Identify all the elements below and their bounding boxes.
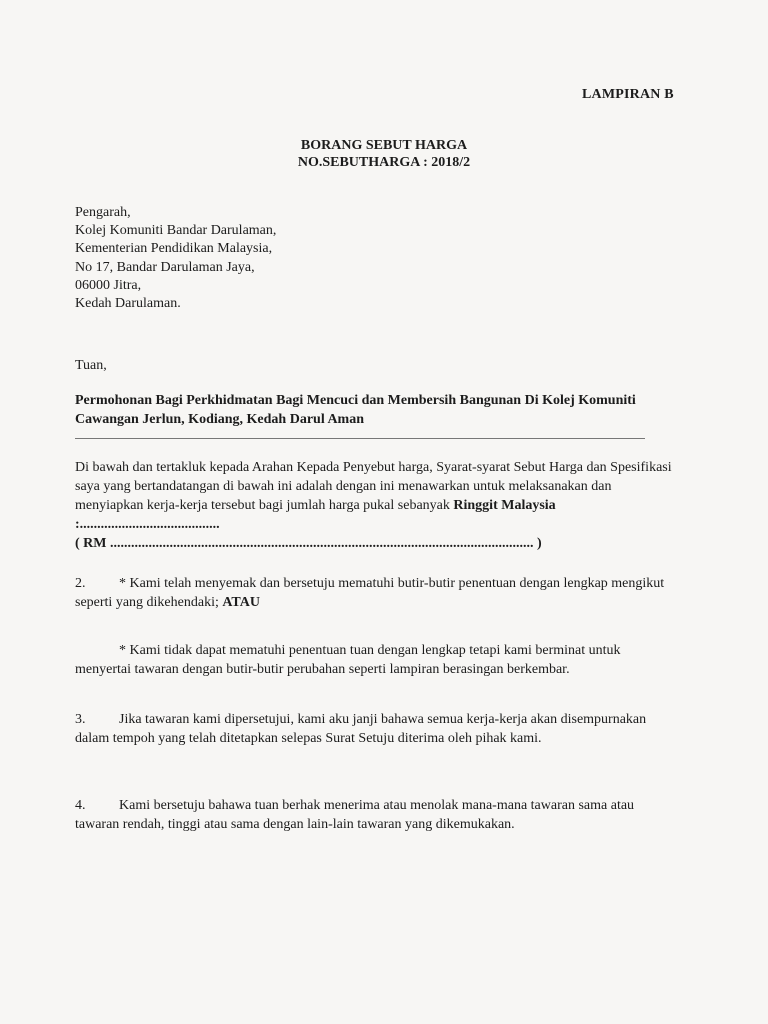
address-line: 06000 Jitra, [75,277,142,293]
paragraph-text: * Kami telah menyemak dan bersetuju mematuhi butir-butir penentuan dengan lengkap mengikut seperti yang dikehendaki; [75,576,665,610]
address-line: Pengarah, [75,205,131,220]
salutation: Tuan, [75,358,107,373]
paragraph-4 [75,796,675,834]
paragraph-number: 4. [75,798,86,813]
address-line: Kedah Darulaman. [75,296,181,312]
paragraph-text: Jika tawaran kami dipersetujui, kami aku janji bahawa semua kerja-kerja akan disempurnakan dalam tempoh yang telah ditetapkan selepas Surat Setuju diterima oleh pihak kami. [75,712,647,746]
quotation-number: NO.SEBUTHARGA : 2018/2 [297,155,471,170]
paragraph-3 [75,710,675,748]
paragraph-2-alternative [75,641,675,679]
recipient-address [75,204,276,313]
paragraph-2 [75,574,675,612]
attachment-label: LAMPIRAN B [582,87,674,102]
paragraph-text: * Kami tidak dapat mematuhi penentuan tuan dengan lengkap tetapi kami berminat untuk menyertai tawaran dengan butir-butir perubahan seperti lampiran berasingan berkembar. [75,643,621,677]
address-line: Kementerian Pendidikan Malaysia, [75,241,273,257]
subject-heading: Permohonan Bagi Perkhidmatan Bagi Mencuci dan Membersih Bangunan Di Kolej Komuniti Cawangan Jerlun, Kodiang, Kedah Darul Aman [75,393,636,427]
atau-label: ATAU [222,595,260,610]
paragraph-number: 2. [75,576,86,591]
form-title: BORANG SEBUT HARGA [300,138,468,153]
rm-amount-field: ( RM ......................................................................................................................... ) [75,536,542,551]
paragraph-text: Kami bersetuju bahawa tuan berhak menerima atau menolak mana-mana tawaran sama atau tawaran rendah, tinggi atau sama dengan lain-lain tawaran yang dikemukakan. [75,798,635,832]
subject-underline [75,438,645,439]
offer-text: Di bawah dan tertakluk kepada Arahan Kepada Penyebut harga, Syarat-syarat Sebut Harga dan Spesifikasi saya yang bertandatangan di bawah ini adalah dengan ini menawarkan untuk melaksanakan dan menyiapkan kerja-kerja tersebut bagi jumlah harga pukal sebanyak [75,460,672,513]
address-line: Kolej Komuniti Bandar Darulaman, [75,223,277,239]
ringgit-amount-field: Ringgit Malaysia :........................................ [75,498,556,532]
address-line: No 17, Bandar Darulaman Jaya, [75,259,255,275]
form-title-block [0,137,768,171]
offer-paragraph [75,458,675,553]
paragraph-number: 3. [75,712,86,727]
